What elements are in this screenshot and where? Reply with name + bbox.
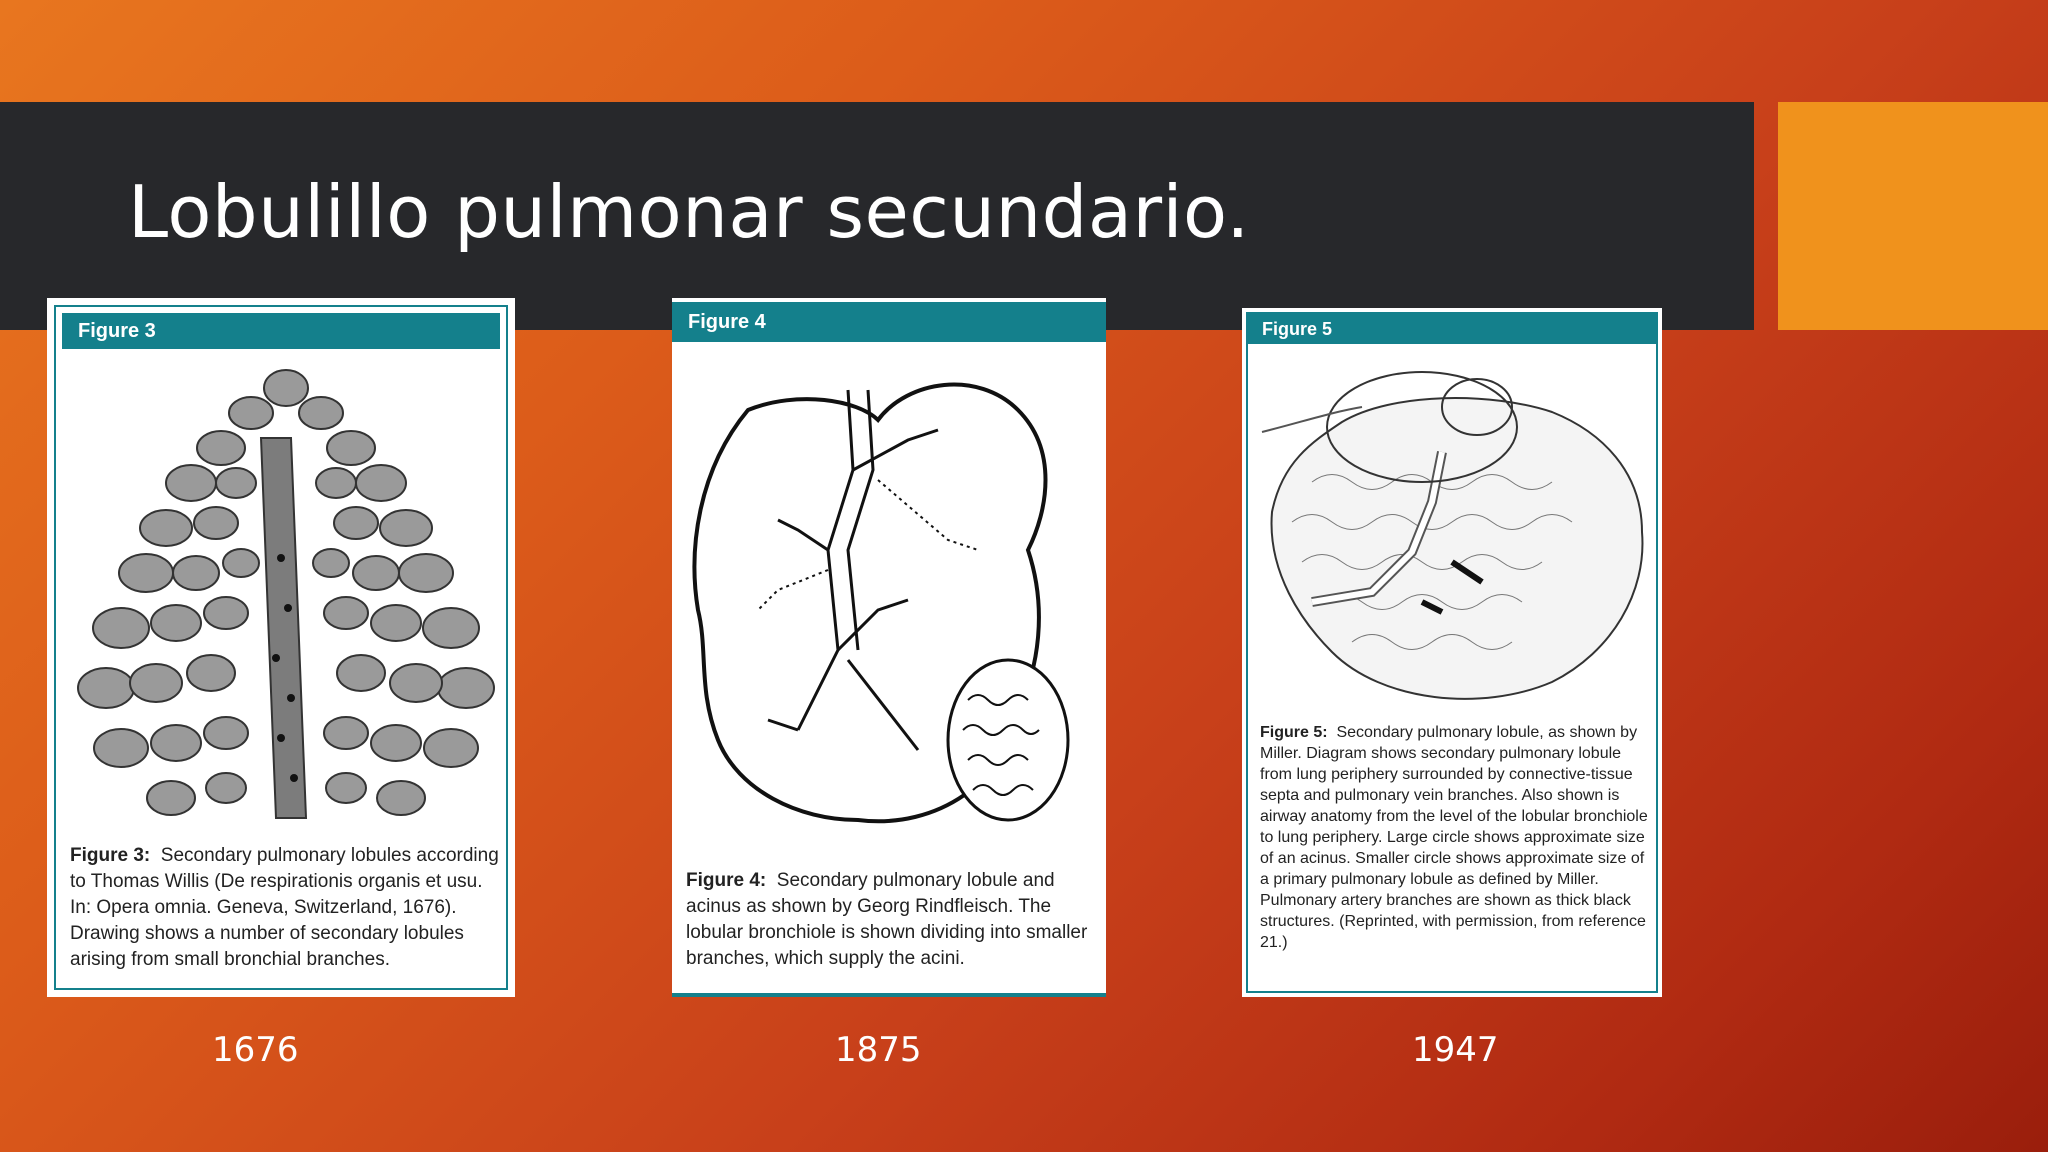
year-label-1676: 1676 — [212, 1030, 299, 1070]
figure-4-caption — [686, 868, 1098, 972]
figure-5-caption — [1260, 722, 1652, 953]
figure-5-illustration — [1252, 352, 1652, 712]
figure-4-caption-text: Secondary pulmonary lobule and acinus as shown by Georg Rindfleisch. The lobular bronchiole is shown dividing into smaller branches, which supply the acini. — [686, 870, 1088, 969]
figure-5-header: Figure 5 — [1246, 314, 1658, 344]
figure-4-panel — [672, 298, 1106, 997]
figure-3-caption-label: Figure 3: — [70, 845, 151, 866]
figure-3-caption — [70, 843, 500, 973]
figure-5-caption-text: Secondary pulmonary lobule, as shown by Miller. Diagram shows secondary pulmonary lobule from lung periphery surrounded by connective-tissue septa and pulmonary vein branches. Also shown is airway anatomy from the level of the lobular bronchiole to lung periphery. Large circle shows approximate size of an acinus. Smaller circle shows approximate size of a primary pulmonary lobule as defined by Miller. Pulmonary artery branches are shown as thick black structures. (Reprinted, with permission, from reference 21.) — [1260, 724, 1648, 951]
figure-5-panel — [1242, 308, 1662, 997]
figure-3-panel — [47, 298, 515, 997]
figure-4-header: Figure 4 — [672, 302, 1106, 342]
year-label-1875: 1875 — [835, 1030, 922, 1070]
figure-4-illustration — [678, 350, 1098, 850]
year-label-1947: 1947 — [1412, 1030, 1499, 1070]
accent-box — [1778, 102, 2048, 330]
figure-3-header: Figure 3 — [62, 313, 500, 349]
figure-3-illustration — [76, 358, 496, 828]
figure-5-caption-label: Figure 5: — [1260, 724, 1328, 741]
figure-3-caption-text: Secondary pulmonary lobules according to Thomas Willis (De respirationis organis et usu. In: Opera omnia. Geneva, Switzerland, 1676). Drawing shows a number of secondary lobules arising from small bronchial branches. — [70, 845, 499, 970]
figure-4-caption-label: Figure 4: — [686, 870, 767, 891]
slide-title: Lobulillo pulmonar secundario. — [128, 170, 1250, 254]
